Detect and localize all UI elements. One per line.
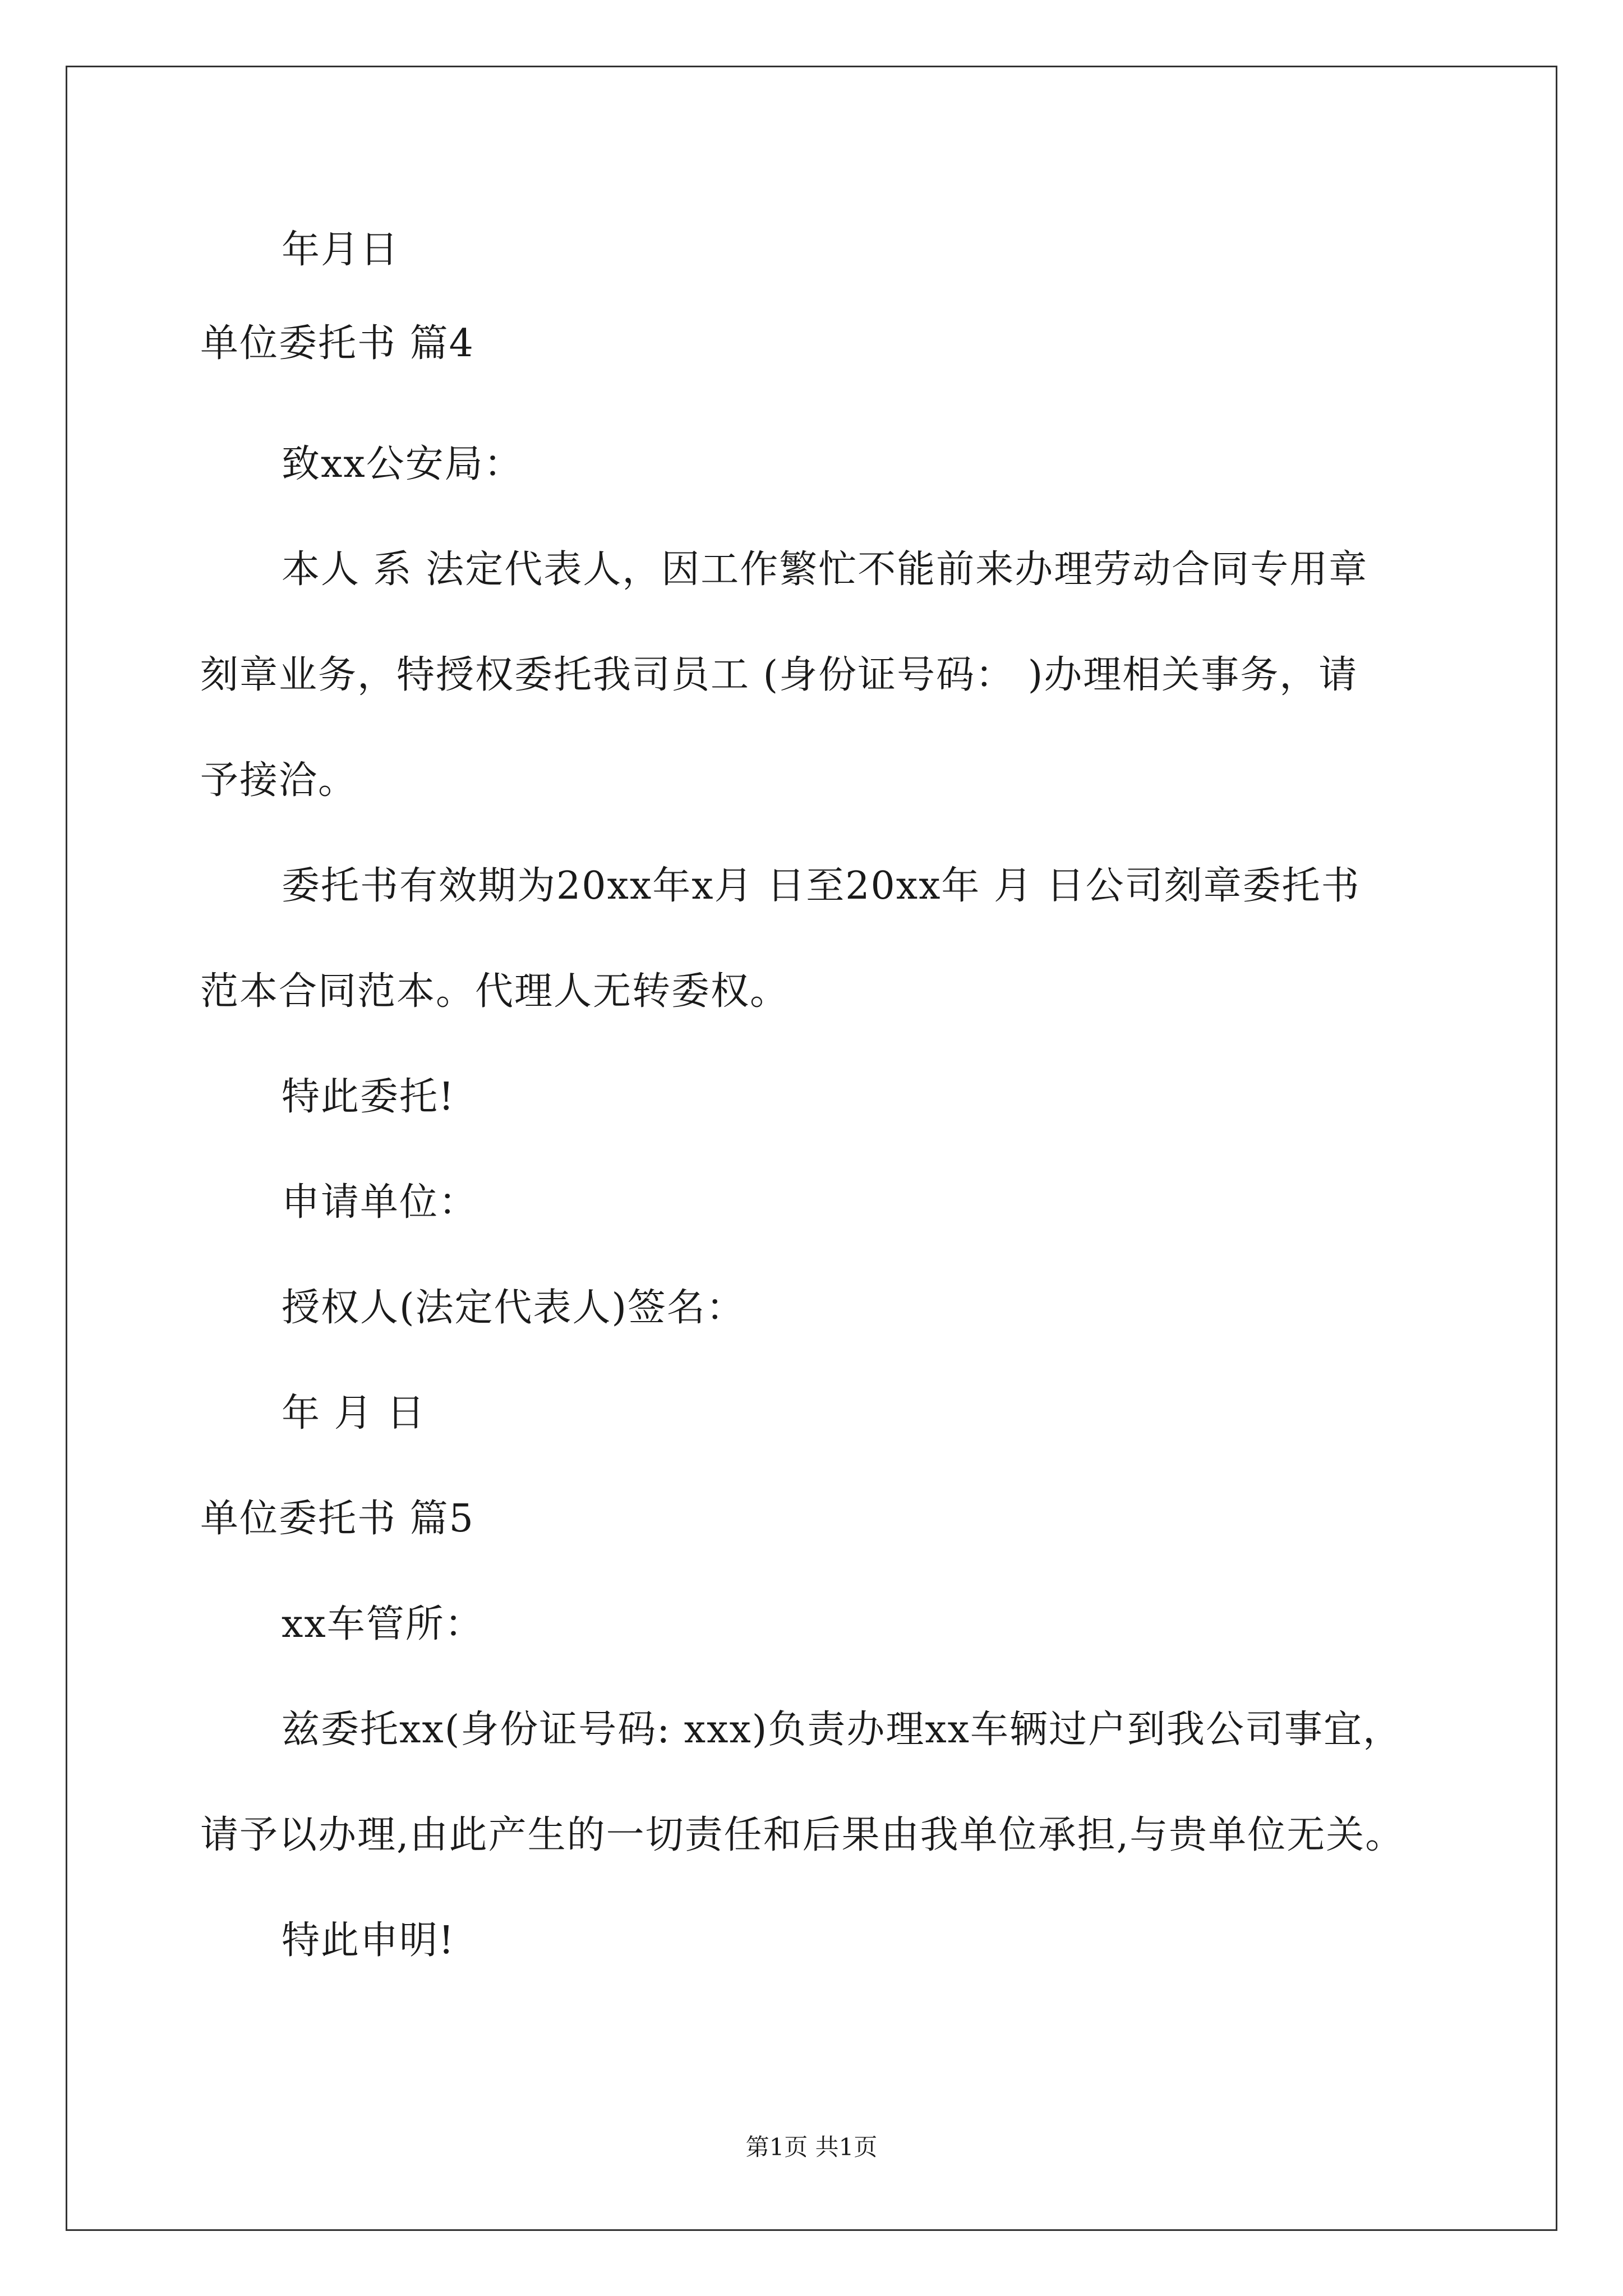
closing-line: 特此申明! [282,1918,455,1963]
addressee-line: 致xx公安局： [282,442,523,486]
paragraph-line: 予接洽。 [200,758,358,803]
page-footer: 第1页 共1页 [745,2133,878,2161]
paragraph-line: 委托书有效期为20xx年x月 日至20xx年 月 日公司刻章委托书 [282,864,1361,908]
paragraph-line: 刻章业务，特授权委托我司员工 (身份证号码： )办理相关事务，请 [200,653,1358,697]
section-heading-5: 单位委托书 篇5 [200,1497,474,1541]
paragraph-line: 请予以办理,由此产生的一切责任和后果由我单位承担,与贵单位无关。 [200,1813,1405,1857]
section-heading-4: 单位委托书 篇4 [200,321,474,366]
date-line: 年 月 日 [282,1391,426,1435]
date-line: 年月日 [282,228,400,272]
paragraph-line: 范本合同范本。代理人无转委权。 [200,969,790,1014]
paragraph-line: 兹委托xx(身份证号码: xxx)负责办理xx车辆过户到我公司事宜， [282,1708,1403,1752]
paragraph-line: 本人 系 法定代表人，因工作繁忙不能前来办理劳动合同专用章 [282,547,1368,592]
addressee-line: xx车管所： [282,1602,484,1646]
signature-line: 授权人(法定代表人)签名： [282,1286,746,1330]
page-border [66,66,1557,2231]
closing-line: 特此委托! [282,1075,455,1119]
applicant-line: 申请单位： [282,1180,478,1225]
